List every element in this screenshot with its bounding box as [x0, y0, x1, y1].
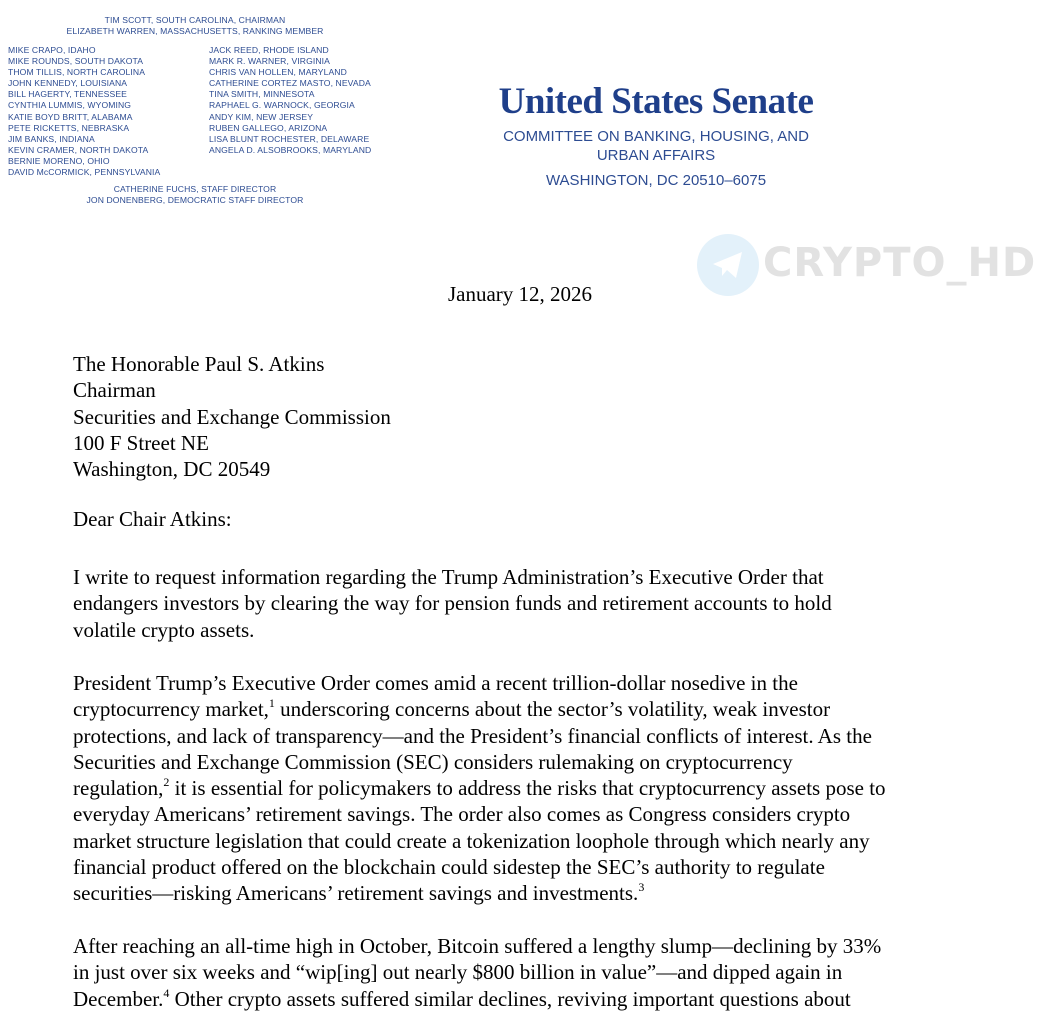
committee-address: WASHINGTON, DC 20510–6075 [545, 172, 767, 189]
member-name: MIKE CRAPO, IDAHO [8, 45, 96, 55]
paragraph-line [73, 959, 881, 985]
recipient-line: Securities and Exchange Commission [73, 404, 391, 429]
paragraph-line [73, 828, 886, 854]
paragraph-line [73, 775, 886, 801]
paragraph-line [73, 723, 886, 749]
line-text: in just over six weeks and “wip[ing] out nearly $800 billion in value”—and dipped again in [73, 960, 843, 985]
member-name: MIKE ROUNDS, SOUTH DAKOTA [8, 56, 144, 67]
committee-name [470, 127, 842, 165]
paragraph-line [73, 617, 832, 643]
member-name: TINA SMITH, MINNESOTA [209, 89, 315, 100]
democratic-staff-director: JON DONENBERG, DEMOCRATIC STAFF DIRECTOR [86, 195, 304, 206]
body-paragraph [73, 564, 832, 643]
member-name: BERNIE MORENO, OHIO [8, 155, 110, 166]
committee-name-line: URBAN AFFAIRS [596, 147, 716, 164]
member-name: CHRIS VAN HOLLEN, MARYLAND [209, 67, 347, 78]
member-name: BILL HAGERTY, TENNESSEE [8, 89, 127, 100]
member-name: KATIE BOYD BRITT, ALABAMA [8, 111, 133, 122]
committee-name-line: COMMITTEE ON BANKING, HOUSING, AND [503, 128, 809, 145]
member-name: JACK REED, RHODE ISLAND [209, 45, 329, 55]
line-text: protections, and lack of transparency—and the President’s financial conflicts of interest. As the [73, 723, 872, 748]
member-name: ANDY KIM, NEW JERSEY [209, 111, 314, 122]
committee-leadership [0, 15, 390, 37]
line-text: everyday Americans’ retirement savings. The order also comes as Congress considers crypto [73, 802, 851, 827]
line-text: December. [73, 986, 164, 1011]
minority-members [209, 45, 371, 156]
footnote-marker[interactable]: 4 [163, 985, 170, 1000]
recipient-line: Chairman [73, 378, 156, 403]
member-name: THOM TILLIS, NORTH CAROLINA [8, 67, 146, 78]
member-name: PETE RICKETTS, NEBRASKA [8, 122, 130, 133]
member-name: JOHN KENNEDY, LOUISIANA [8, 78, 128, 89]
recipient-line: Washington, DC 20549 [73, 457, 271, 482]
member-name: KEVIN CRAMER, NORTH DAKOTA [8, 144, 149, 155]
staff-director: CATHERINE FUCHS, STAFF DIRECTOR [113, 184, 277, 194]
line-text: President Trump’s Executive Order comes amid a recent trillion-dollar nosedive in the [73, 671, 798, 695]
member-name: CYNTHIA LUMMIS, WYOMING [8, 100, 132, 111]
line-text: financial product offered on the blockchain could sidestep the SEC’s authority to regulate [73, 855, 825, 880]
recipient-line: The Honorable Paul S. Atkins [73, 352, 325, 376]
member-name: LISA BLUNT ROCHESTER, DELAWARE [209, 133, 370, 144]
paragraph-line [73, 670, 886, 696]
member-name: ANGELA D. ALSOBROOKS, MARYLAND [209, 144, 372, 155]
member-name: RUBEN GALLEGO, ARIZONA [209, 122, 328, 133]
paragraph-line [73, 590, 832, 616]
line-text: Securities and Exchange Commission (SEC) considers rulemaking on cryptocurrency [73, 749, 793, 774]
paragraph-line [73, 933, 881, 959]
member-name: JIM BANKS, INDIANA [8, 133, 95, 144]
recipient-address [73, 351, 391, 482]
body-paragraph [73, 933, 881, 1012]
line-text: cryptocurrency market, [73, 697, 269, 722]
line-text: securities—risking Americans’ retirement savings and investments. [73, 881, 639, 906]
recipient-line: 100 F Street NE [73, 430, 209, 455]
senate-logo-title: United States Senate [498, 81, 814, 122]
paragraph-line [73, 696, 886, 722]
line-text: underscoring concerns about the sector’s volatility, weak investor [274, 697, 831, 722]
line-text: market structure legislation that could create a tokenization loophole through which nearly any [73, 828, 870, 853]
line-text: volatile crypto assets. [73, 617, 255, 642]
footnote-marker[interactable]: 1 [268, 696, 275, 711]
paragraph-line [73, 854, 886, 880]
paragraph-line [73, 880, 886, 906]
chairman: TIM SCOTT, SOUTH CAROLINA, CHAIRMAN [104, 15, 286, 25]
paragraph-line [73, 801, 886, 827]
member-name: RAPHAEL G. WARNOCK, GEORGIA [209, 100, 355, 111]
staff-directors [0, 184, 390, 206]
body-paragraph [73, 670, 886, 907]
line-text: it is essential for policymakers to address the risks that cryptocurrency assets pose to [169, 776, 886, 801]
line-text: After reaching an all-time high in October, Bitcoin suffered a lengthy slump—declining by 33% [73, 934, 882, 958]
footnote-marker[interactable]: 3 [638, 880, 645, 895]
paragraph-line [73, 749, 886, 775]
line-text: endangers investors by clearing the way for pension funds and retirement accounts to hold [73, 591, 832, 616]
member-name: MARK R. WARNER, VIRGINIA [209, 56, 330, 67]
ranking-member: ELIZABETH WARREN, MASSACHUSETTS, RANKING MEMBER [66, 26, 324, 37]
line-text: Other crypto assets suffered similar declines, reviving important questions about [169, 986, 851, 1011]
paragraph-line [73, 986, 881, 1012]
line-text: regulation, [73, 776, 164, 801]
member-name: DAVID McCORMICK, PENNSYLVANIA [8, 167, 161, 178]
footnote-marker[interactable]: 2 [163, 775, 170, 790]
salutation: Dear Chair Atkins: [73, 507, 232, 531]
watermark-text: CRYPTO_HD [763, 240, 1037, 286]
member-name: CATHERINE CORTEZ MASTO, NEVADA [209, 78, 371, 89]
letter-date: January 12, 2026 [447, 282, 593, 306]
majority-members [8, 45, 160, 178]
line-text: I write to request information regarding the Trump Administration’s Executive Order that [73, 565, 824, 589]
paragraph-line [73, 564, 832, 590]
